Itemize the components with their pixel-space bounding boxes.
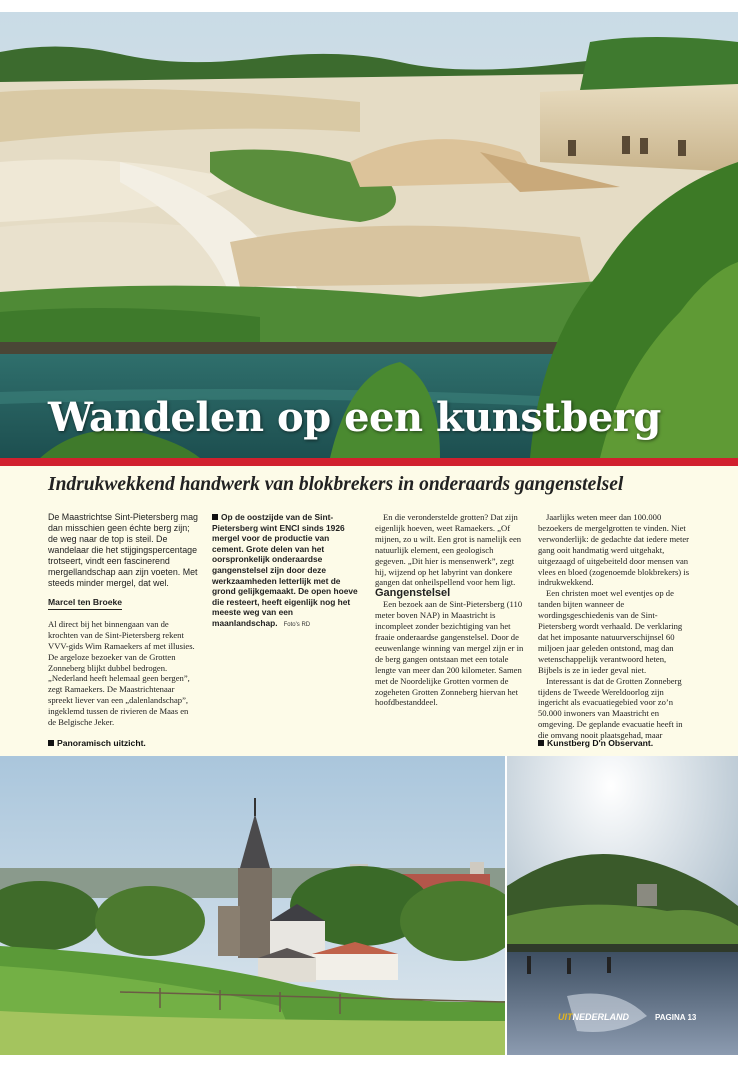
caption-right-text: Kunstberg D'n Observant. — [547, 738, 654, 748]
brand-logo — [558, 1012, 629, 1022]
body-paragraph: Een bezoek aan de Sint-Pietersberg (110 meter boven NAP) in Maastricht is incompleet zonder bezichtiging van het fraaie onderaardse gangenstelsel. Door de eeuwenlange winning van mergel zijn er in de berg gangen ontstaan met een totale lengte van meer dan 200 kilometer. Samen met de Noordelijke Grotten vormen de zogeheten Grotten Zonneberg hiervan het hoofdbestanddeel. — [375, 599, 524, 708]
body-paragraph: En die veronderstelde grotten? Dat zijn eigenlijk hoeven, weet Ramaekers. „Of mijnen, zo u wilt. Een grot is namelijk een natuurlijk element, een geologisch gegeven. „Dit hier is mensenwerk”, zegt hij, wijzend op het labyrint van donkere gangen dat onheilspellend voor hem ligt. — [375, 512, 522, 588]
column-2-photo-caption — [212, 512, 362, 631]
photo-caption-text — [212, 512, 362, 631]
article-body — [0, 466, 738, 756]
body-paragraph: Een christen moet wel eventjes op de tanden bijten wanneer de wordingsgeschiedenis van de Sint-Pietersberg wordt verhaald. De verklaring dat het imposante natuurverschijnsel 60 miljoen jaar geleden ontstond, mag dan wetenschappelijk verantwoord heten, Bijbels is ze in ieder geval niet. — [538, 588, 683, 675]
quarry-photo — [0, 12, 738, 458]
village-panorama-image — [0, 756, 505, 1055]
caption-left-text: Panoramisch uitzicht. — [57, 738, 146, 748]
caption-right — [538, 738, 653, 748]
page-footer — [558, 1012, 696, 1022]
subheadline: Indrukwekkend handwerk van blokbrekers in onderaards gangenstelsel — [48, 474, 624, 495]
body-paragraph: Interessant is dat de Grotten Zonneberg tijdens de Tweede Wereldoorlog zijn ingericht als evacuatiegebied voor zo’n 50.000 inwoners van Maastricht en omgeving. De geplande evacuatie heeft in die omvang nooit plaatsgehad, maar — [538, 675, 683, 741]
observant-hill-image — [507, 756, 738, 1055]
column-3 — [375, 512, 525, 708]
headline: Wandelen op een kunstberg — [48, 394, 661, 441]
brand-logo-nederland: NEDERLAND — [572, 1012, 630, 1022]
observant-hill-photo — [507, 756, 738, 1055]
square-bullet-icon — [538, 740, 544, 746]
square-bullet-icon — [48, 740, 54, 746]
section-heading: Gangenstelsel — [375, 587, 451, 600]
village-panorama-photo — [0, 756, 505, 1055]
body-paragraph: Al direct bij het binnengaan van de krochten van de Sint-Pietersberg rekent VVV-gids Wim Ramaekers af met illusies. De argeloze bezoeker van de Grotten Zonneberg blijkt dubbel bedrogen. „Nederland heeft helemaal geen bergen”, zegt Ramaekers. De Maastrichtenaar spreekt liever van een „dalenlandschap”, ingeklemd tussen de rivieren de Maas en de Belgische Jeker. — [48, 618, 195, 728]
accent-red-bar — [0, 458, 738, 466]
column-4 — [538, 512, 690, 741]
caption-left — [48, 738, 146, 748]
author-byline: Marcel ten Broeke — [48, 597, 122, 610]
body-paragraph: Jaarlijks weten meer dan 100.000 bezoekers de mergelgrotten te vinden. Niet verwonderlijk: de gedachte dat iedere meter gang ooit handmatig werd uitgehakt, uitgezaagd of uitgebeiteld door mensen van vlees en bloed (zogenoemde blokbrekers) is indrukwekkend. — [538, 512, 690, 588]
bottom-margin — [0, 1055, 738, 1068]
square-bullet-icon — [212, 514, 218, 520]
photo-credit: Foto's RD — [283, 621, 311, 628]
page-number: PAGINA 13 — [655, 1013, 697, 1022]
intro-paragraph: De Maastrichtse Sint-Pietersberg mag dan misschien geen échte berg zijn; de weg naar de top is steil. De wandelaar die het stijgingspercentage trotseert, vindt een fascinerend mergellandschap aan zijn voeten. Met steeds minder mergel, dat wel. — [48, 512, 198, 588]
caption-body: Op de oostzijde van de Sint-Pietersberg wint ENCI sinds 1926 mergel voor de productie van cement. Grote delen van het oorspronkelijk onderaardse gangenstelsel zijn door deze werkzaamheden letterlijk met de grond gelijkgemaakt. De open hoeve die resteert, heeft eigenlijk nog het meeste weg van een maanlandschap. — [212, 512, 358, 628]
column-1 — [48, 512, 198, 728]
brand-logo-uit: UIT — [558, 1012, 573, 1022]
quarry-landscape-image — [0, 12, 738, 458]
